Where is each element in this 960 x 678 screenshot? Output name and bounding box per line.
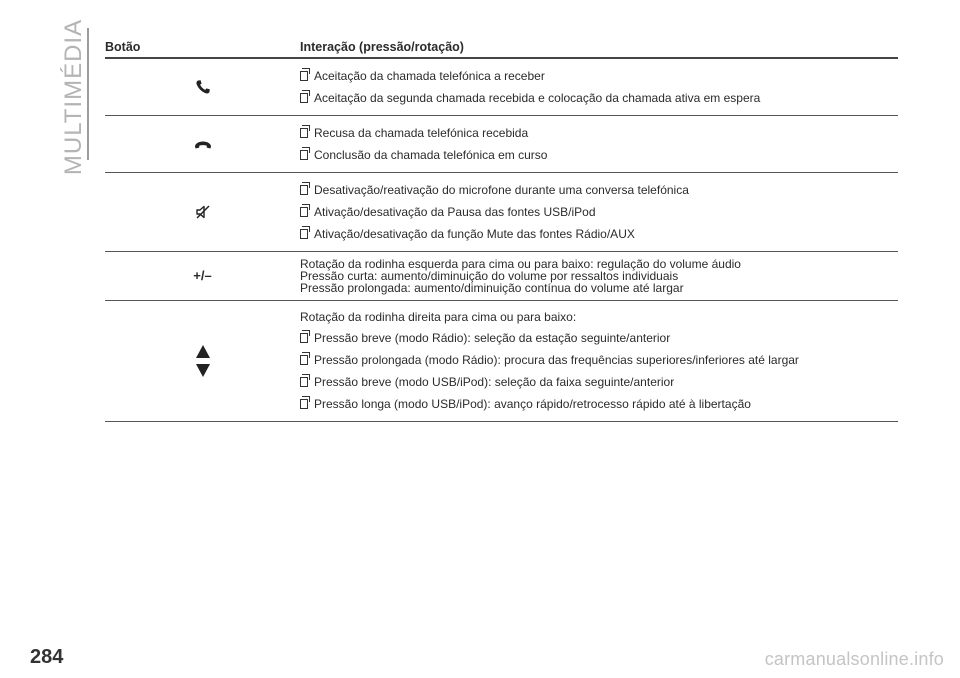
bullet-icon bbox=[300, 93, 308, 103]
table-row bbox=[105, 252, 898, 301]
table-row bbox=[105, 301, 898, 422]
text-line: Rotação da rodinha esquerda para cima ou para baixo: regulação do volume áudio bbox=[300, 257, 741, 271]
section-title-text: MULTIMÉDIA bbox=[60, 18, 87, 176]
table-row bbox=[105, 116, 898, 173]
interaction-cell bbox=[300, 116, 898, 173]
list-item bbox=[300, 201, 898, 223]
bullet-icon bbox=[300, 71, 308, 81]
button-cell bbox=[105, 252, 300, 301]
list-item-text: Pressão prolongada (modo Rádio): procura das frequências superiores/inferiores até largar bbox=[314, 352, 799, 367]
bullet-icon bbox=[300, 207, 308, 217]
bullet-icon bbox=[300, 333, 308, 343]
list-item bbox=[300, 223, 898, 245]
phone-answer-icon bbox=[195, 80, 211, 94]
list-item bbox=[300, 349, 898, 371]
button-cell bbox=[105, 301, 300, 422]
interaction-cell bbox=[300, 58, 898, 116]
header-button: Botão bbox=[105, 40, 300, 58]
list-item bbox=[300, 179, 898, 201]
watermark: carmanualsonline.info bbox=[764, 649, 944, 669]
list-item-text: Recusa da chamada telefónica recebida bbox=[314, 125, 529, 140]
phone-hangup-icon bbox=[194, 137, 212, 151]
list-item bbox=[300, 393, 898, 415]
list-item bbox=[300, 87, 898, 109]
mute-icon bbox=[195, 205, 211, 219]
interaction-cell bbox=[300, 173, 898, 252]
button-cell bbox=[105, 116, 300, 173]
list-item bbox=[300, 327, 898, 349]
lead-text: Rotação da rodinha direita para cima ou para baixo: bbox=[300, 309, 577, 324]
list-item-text: Ativação/desativação da função Mute das fontes Rádio/AUX bbox=[314, 226, 635, 241]
text-line: Pressão prolongada: aumento/diminuição contínua do volume até largar bbox=[300, 281, 684, 295]
section-title bbox=[57, 18, 91, 176]
list-item-text: Aceitação da chamada telefónica a receber bbox=[314, 68, 545, 83]
list-item-text: Pressão longa (modo USB/iPod): avanço rápido/retrocesso rápido até à libertação bbox=[314, 396, 751, 411]
list-item bbox=[300, 371, 898, 393]
bullet-icon bbox=[300, 377, 308, 387]
list-item-text: Pressão breve (modo Rádio): seleção da estação seguinte/anterior bbox=[314, 330, 671, 345]
table-header-row bbox=[105, 40, 898, 58]
list-item-text: Conclusão da chamada telefónica em curso bbox=[314, 147, 548, 162]
list-item-text: Pressão breve (modo USB/iPod): seleção da faixa seguinte/anterior bbox=[314, 374, 675, 389]
list-item-text: Aceitação da segunda chamada recebida e colocação da chamada ativa em espera bbox=[314, 90, 761, 105]
section-divider bbox=[87, 28, 89, 160]
list-item bbox=[300, 122, 898, 144]
list-item bbox=[300, 144, 898, 166]
text-line: Pressão curta: aumento/diminuição do volume por ressaltos individuais bbox=[300, 269, 679, 283]
table-row bbox=[105, 173, 898, 252]
interaction-cell bbox=[300, 301, 898, 422]
bullet-icon bbox=[300, 150, 308, 160]
page-number: 284 bbox=[30, 646, 64, 668]
table-row bbox=[105, 58, 898, 116]
up-down-arrows-icon bbox=[195, 353, 211, 367]
header-interaction: Interação (pressão/rotação) bbox=[300, 40, 898, 58]
bullet-icon bbox=[300, 355, 308, 365]
list-item-text: Ativação/desativação da Pausa das fontes USB/iPod bbox=[314, 204, 596, 219]
interaction-cell bbox=[300, 252, 898, 301]
button-functions-table bbox=[105, 40, 898, 422]
list-item-text: Desativação/reativação do microfone durante uma conversa telefónica bbox=[314, 182, 689, 197]
bullet-icon bbox=[300, 185, 308, 195]
list-item bbox=[300, 65, 898, 87]
bullet-icon bbox=[300, 229, 308, 239]
bullet-icon bbox=[300, 399, 308, 409]
bullet-icon bbox=[300, 128, 308, 138]
volume-symbol: +/– bbox=[193, 268, 212, 284]
button-cell bbox=[105, 173, 300, 252]
button-cell bbox=[105, 58, 300, 116]
